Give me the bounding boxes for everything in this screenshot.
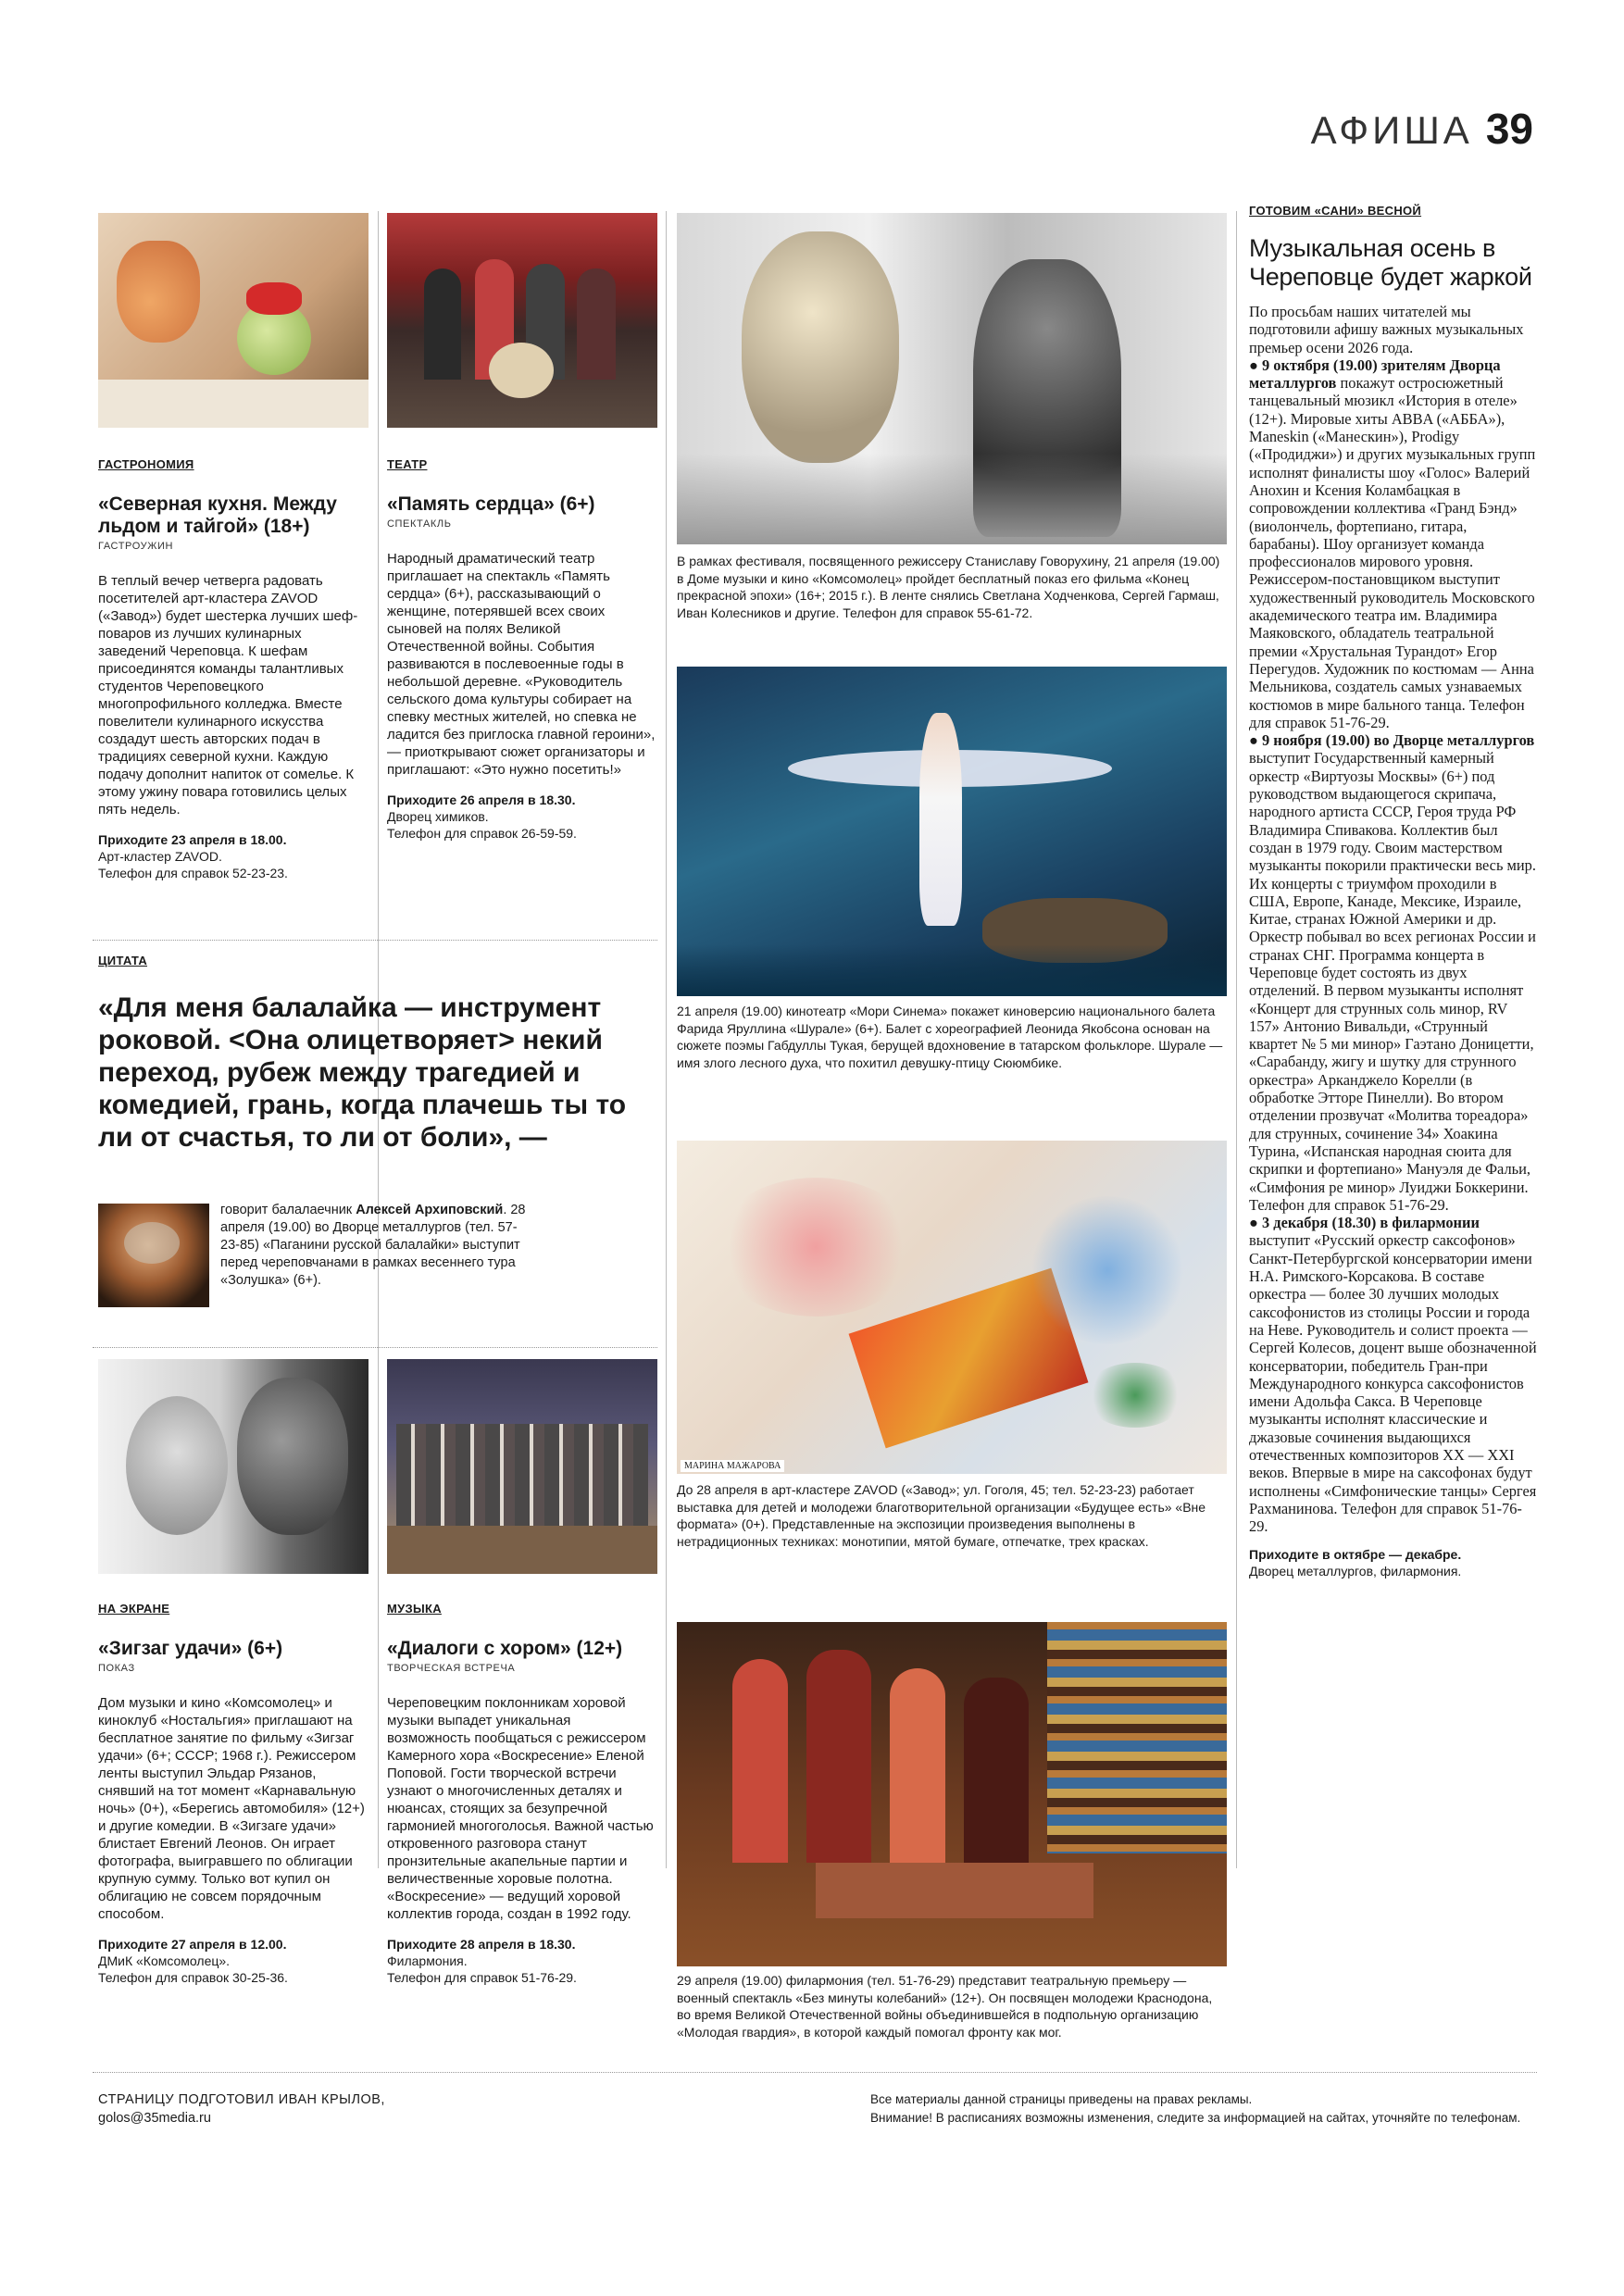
article-body: [1249, 303, 1538, 1535]
quote-attribution: говорит балалаечник Алексей Архиповский. 28 апреля (19.00) во Дворце металлургов (тел. 57-23-85) «Паганини русской балалайки» выступит перед череповчанами в рамках весеннего тура «Золушка» (6+).: [220, 1203, 526, 1288]
autumn-article: [1249, 204, 1538, 1579]
footer-credits: [98, 2090, 385, 2128]
page-header: [1311, 104, 1533, 154]
event-when: Приходите 27 апреля в 12.00.: [98, 1937, 287, 1952]
event-where: Дворец металлургов, филармония.: [1249, 1564, 1462, 1579]
event-info: [387, 1936, 657, 1986]
quote-text: «Для меня балалайка — инструмент роковой. <Она олицетворяет> некий переход, рубеж между трагедией и комедией, грань, когда плачешь ты то ли от счастья, то ли от боли», —: [98, 992, 627, 1153]
article-body: В теплый вечер четверга радовать посетителей арт-кластера ZAVOD («Завод») будет шестерка лучших шеф-поваров из лучших кулинарных заведений Череповца. К шефам присоединятся команды талантливых студентов Череповецкого многопрофильного колледжа. Вместе повелители кулинарного искусства создадут шесть авторских подач в традициях северной кухни. Каждую подачу дополнит напиток от сомелье. К этому ужину повара готовились целых пять недель.: [98, 573, 358, 817]
event-where: Филармония.: [387, 1953, 468, 1968]
event-info: [387, 792, 657, 842]
event-where: Дворец химиков.: [387, 809, 489, 824]
ad-notice: Все материалы данной страницы приведены на правах рекламы.: [870, 2092, 1253, 2106]
column-divider: [666, 211, 667, 1868]
event-when: Приходите 23 апреля в 18.00.: [98, 832, 287, 847]
rubric: ЦИТАТА: [98, 954, 148, 967]
photo-caption: В рамках фестиваля, посвященного режиссеру Станиславу Говорухину, 21 апреля (19.00) в Доме музыки и кино «Комсомолец» пройдет бесплатный показ его фильма «Конец прекрасной эпохи» (16+; 2015 г.). В ленте снялись Светлана Ходченкова, Сергей Гармаш, Иван Колесников и другие. Телефон для справок 55-61-72.: [677, 554, 1220, 620]
event-info: [1249, 1546, 1538, 1579]
event-when: Приходите в октябре — декабре.: [1249, 1547, 1462, 1563]
event-phone: Телефон для справок 30-25-36.: [98, 1970, 288, 1985]
page-number: 39: [1485, 105, 1533, 153]
film-photo: [98, 1359, 369, 1574]
event-item: ● 3 декабря (18.30) в филармонии выступит «Русский оркестр саксофонов» Санкт-Петербургской консерватории имени Н.А. Римского-Корсакова. В составе оркестра — более 30 лучших молодых саксофонистов из столицы России и города на Неве. Руководитель и солист проекта — Сергей Колесов, доцент выше обозначенной консерватории, победитель Гран-при Международного конкурса саксофонистов имени Адольфа Сакса. В Череповце музыканты исполнят классические и джазовые сочинения выдающихся отечественных композиторов XX — XXI веков. Впервые в мире на саксофонах будут исполнены «Симфонические танцы» Сергея Рахманинова. Телефон для справок 51-76-29.: [1249, 1214, 1537, 1536]
event-where: ДМиК «Комсомолец».: [98, 1953, 231, 1968]
choir-photo: [387, 1359, 657, 1574]
event-when: Приходите 28 апреля в 18.30.: [387, 1937, 576, 1952]
article-title: «Память сердца» (6+): [387, 493, 595, 515]
photo-caption: 29 апреля (19.00) филармония (тел. 51-76-29) представит театральную премьеру — военный спектакль «Без минуты колебаний» (12+). Он посвящен молодежи Краснодона, во время Великой Отечественной войны объединившейся в подпольную организацию «Молодая гвардия», в которой каждый помогал фронту как мог.: [677, 1973, 1213, 2040]
event-when: Приходите 26 апреля в 18.30.: [387, 792, 576, 807]
article-intro: По просьбам наших читателей мы подготовили афишу важных музыкальных премьер осени 2026 года.: [1249, 303, 1524, 356]
theatre-article: [387, 457, 657, 842]
section-divider: [93, 940, 657, 941]
ballet-photo: [677, 667, 1227, 996]
rubric: МУЗЫКА: [387, 1602, 442, 1616]
footer-divider: [93, 2072, 1537, 2073]
article-subtitle: ПОКАЗ: [98, 1663, 135, 1674]
painting-photo: [677, 1141, 1227, 1474]
event-phone: Телефон для справок 26-59-59.: [387, 826, 577, 841]
section-title: АФИША: [1310, 108, 1473, 152]
column-divider: [1236, 211, 1237, 1868]
quote-author: Алексей Архиповский: [356, 1203, 504, 1217]
gastro-photo: [98, 213, 369, 428]
event-where: Арт-кластер ZAVOD.: [98, 849, 222, 864]
gastro-article: [98, 457, 369, 881]
article-title: «Северная кухня. Между льдом и тайгой» (18+): [98, 493, 337, 537]
schedule-warning: Внимание! В расписаниях возможны изменения, следите за информацией на сайтах, уточняйте по телефонам.: [870, 2111, 1521, 2125]
photo-caption: 21 апреля (19.00) кинотеатр «Мори Синема» покажет киноверсию национального балета Фарида Яруллина «Шурале» (6+). Балет с хореографией Леонида Якобсона основан на сюжете поэмы Габдуллы Тукая, берущей вдохновение в татарском фольклоре. Шурале — имя злого лесного духа, что похитил девушку-птицу Сююмбике.: [677, 1004, 1223, 1070]
event-item: ● 9 ноября (19.00) во Дворце металлургов выступит Государственный камерный оркестр «Виртуозы Москвы» (6+) под руководством выдающегося скрипача, народного артиста СССР, Героя труда РФ Владимира Спивакова. Коллектив был создан в 1979 году. Своим мастерством музыканты покорили практически весь мир. Их концерты с триумфом проходили в США, Европе, Канаде, Мексике, Израиле, Китае, странах Южной Америки и др. Оркестр побывал во всех регионах России и странах СНГ. Программа концерта в Череповце будет состоять из двух отделений. В первом музыканты исполнят «Концерт для струнных соль минор, RV 157» Антонио Вивальди, «Струнный квартет № 5 ми минор» Гаэтано Доницетти, «Сарабанду, жигу и шутку для струнного оркестра» Арканджело Корелли (в обработке Этторе Пинелли). Во втором отделении прозвучат «Молитва тореадора» для струнных, сочинение 34» Хоакина Турина, «Испанская народная сюита для скрипки и фортепиано» Мануэля де Фальи, «Симфония ре минор» Луиджи Боккерини. Телефон для справок 51-76-29.: [1249, 731, 1536, 1214]
article-subtitle: СПЕКТАКЛЬ: [387, 518, 452, 530]
photo-caption: До 28 апреля в арт-кластере ZAVOD («Завод»; ул. Гоголя, 45; тел. 52-23-23) работает выставка для детей и молодежи благотворительной организации «Будущее есть» «Вне формата» (0+). Представленные на экспозиции произведения выполнены в нетрадиционных техниках: монотипии, мятой бумаге, отпечатке, трех красках.: [677, 1482, 1206, 1549]
article-body: Народный драматический театр приглашает на спектакль «Память сердца» (6+), рассказывающий о женщине, потерявшей всех своих сыновей на полях Великой Отечественной войны. События развиваются в послевоенные годы в небольшой деревне. «Руководитель сельского дома культуры собирает на спевку местных жителей, но спевка не ладится без приглоска главной героини», — приоткрывают сюжет организаторы и приглашают: «Это нужно посетить!»: [387, 551, 656, 778]
play-photo: [677, 1622, 1227, 1966]
event-info: [98, 1936, 369, 1986]
theatre-photo: [387, 213, 657, 428]
event-phone: Телефон для справок 51-76-29.: [387, 1970, 577, 1985]
article-title: Музыкальная осень в Череповце будет жаркой: [1249, 234, 1532, 291]
event-info: [98, 831, 369, 881]
rubric: ТЕАТР: [387, 457, 428, 471]
article-title: «Зигзаг удачи» (6+): [98, 1638, 283, 1659]
film-still-photo: [677, 213, 1227, 544]
article-subtitle: ГАСТРОУЖИН: [98, 541, 174, 552]
rubric: НА ЭКРАНЕ: [98, 1602, 170, 1616]
music-article: [387, 1602, 657, 1986]
footer-notice: [870, 2090, 1537, 2128]
quote-block: [98, 954, 657, 1154]
musician-photo: [98, 1204, 209, 1307]
footer-email: golos@35media.ru: [98, 2111, 211, 2126]
article-body: Дом музыки и кино «Комсомолец» и киноклуб «Ностальгия» приглашают на бесплатное занятие по фильму «Зигзаг удачи» (6+; СССР; 1968 г.). Режиссером ленты выступил Эльдар Рязанов, снявший на тот момент «Карнавальную ночь» (0+), «Берегись автомобиля» (12+) и другие комедии. В «Зигзаге удачи» блистает Евгений Леонов. Он играет фотографа, выигравшего по облигации крупную сумму. Только вот купил он облигацию не совсем порядочным способом.: [98, 1695, 365, 1922]
painting-signature: МАРИНА МАЖАРОВА: [681, 1460, 784, 1472]
article-title: «Диалоги с хором» (12+): [387, 1638, 623, 1659]
event-phone: Телефон для справок 52-23-23.: [98, 866, 288, 880]
section-divider: [93, 1347, 657, 1348]
rubric: ГАСТРОНОМИЯ: [98, 457, 194, 471]
article-body: Череповецким поклонникам хоровой музыки выпадет уникальная возможность пообщаться с режиссером Камерного хора «Воскресение» Еленой Поповой. Гости творческой встречи узнают о многочисленных деталях и нюансах, стоящих за безупречной гармонией многоголосья. Важной частью откровенного разговора станут пронзительные акапельные партии и величественные хоровые полотна. «Воскресение» — ведущий хоровой коллектив города, создан в 1992 году.: [387, 1695, 654, 1922]
article-subtitle: ТВОРЧЕСКАЯ ВСТРЕЧА: [387, 1663, 516, 1674]
film-article: [98, 1602, 369, 1986]
footer-author: СТРАНИЦУ ПОДГОТОВИЛ ИВАН КРЫЛОВ,: [98, 2092, 385, 2107]
event-item: ● 9 октября (19.00) зрителям Дворца металлургов покажут остросюжетный танцевальный мюзикл «История в отеле» (12+). Мировые хиты ABBA («АББА»), Maneskin («Манескин»), Prodigy («Продиджи») и других музыкальных групп исполнят финалисты шоу «Голос» Валерий Анохин и Ксения Коламбацкая в сопровождении коллектива «Гранд Бэнд» (виолончель, фортепиано, гитара, барабаны). Шоу организует команда профессионалов мирового уровня. Режиссером-постановщиком выступит художественный руководитель Московского академического театра им. Владимира Маяковского, обладатель театральной премии «Хрустальная Турандот» Егор Перегудов. Художник по костюмам — Анна Мельникова, создатель самых узнаваемых костюмов в мире бального танца. Телефон для справок 51-76-29.: [1249, 356, 1536, 731]
rubric: ГОТОВИМ «САНИ» ВЕСНОЙ: [1249, 204, 1422, 218]
